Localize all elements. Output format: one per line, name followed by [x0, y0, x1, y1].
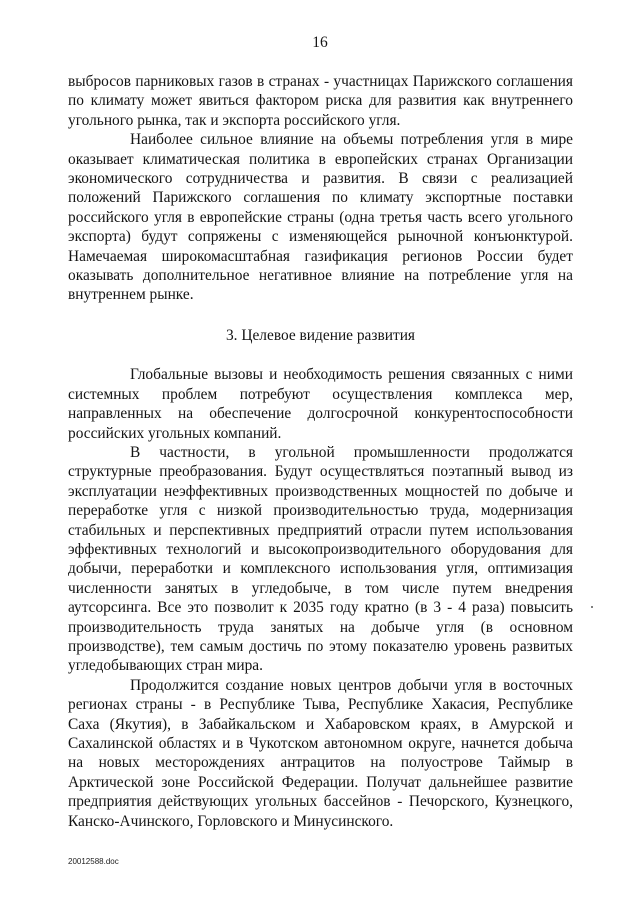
paragraph-continued: выбросов парниковых газов в странах - участницах Парижского соглашения по климату может явиться фактором риска для развития как внутреннего угольного рынка, так и экспорта российского угля.	[68, 73, 573, 129]
paragraph-global-challenges: Глобальные вызовы и необходимость решения связанных с ними системных проблем потребуют осуществления комплекса мер, направленных на обеспечение долгосрочной конкурентоспособности российских угольных компаний.	[68, 366, 573, 442]
file-reference: 20012588.doc	[68, 857, 119, 866]
scan-artifact-dot	[591, 606, 593, 608]
paragraph-new-centers: Продолжится создание новых центров добычи угля в восточных регионах страны - в Республике Тыва, Республике Хакасия, Республике Саха (Якутия), в Забайкальском и Хабаровском краях, в Амурской и Сахалинской областях и в Чукотском автономном округе, начнется добыча на новых месторождениях антрацитов на полуострове Таймыр в Арктической зоне Российской Федерации. Получат дальнейшее развитие предприятия действующих угольных бассейнов - Печорского, Кузнецкого, Канско-Ачинского, Горловского и Минусинского.	[68, 676, 573, 830]
paragraph-structural-changes: В частности, в угольной промышленности продолжатся структурные преобразования. Будут осуществляться поэтапный вывод из эксплуатации неэффективных производственных мощностей по добыче и переработке угля с низкой производительностью труда, модернизация стабильных и перспективных предприятий отрасли путем использования эффективных технологий и высокопроизводительного оборудования для добычи, переработки и комплексного использования угля, оптимизация численности занятых в угледобыче, в том числе путем внедрения аутсорсинга. Все это позволит к 2035 году кратно (в 3 - 4 раза) повысить производительность труда занятых на добыче угля (в основном производстве), тем самым достичь по этому показателю уровень развитых угледобывающих стран мира.	[68, 443, 573, 675]
document-body	[68, 72, 573, 831]
paragraph-climate-policy: Наиболее сильное влияние на объемы потребления угля в мире оказывает климатическая политика в европейских странах Организации экономического сотрудничества и развития. В связи с реализацией положений Парижского соглашения по климату экспортные поставки российского угля в европейские страны (одна третья часть всего угольного экспорта) будут сопряжены с изменяющейся рыночной конъюнктурой. Намечаемая широкомасштабная газификация регионов России будет оказывать дополнительное негативное влияние на потребление угля на внутреннем рынке.	[68, 131, 573, 304]
page-number: 16	[312, 34, 328, 51]
section-heading: 3. Целевое видение развития	[225, 326, 416, 344]
